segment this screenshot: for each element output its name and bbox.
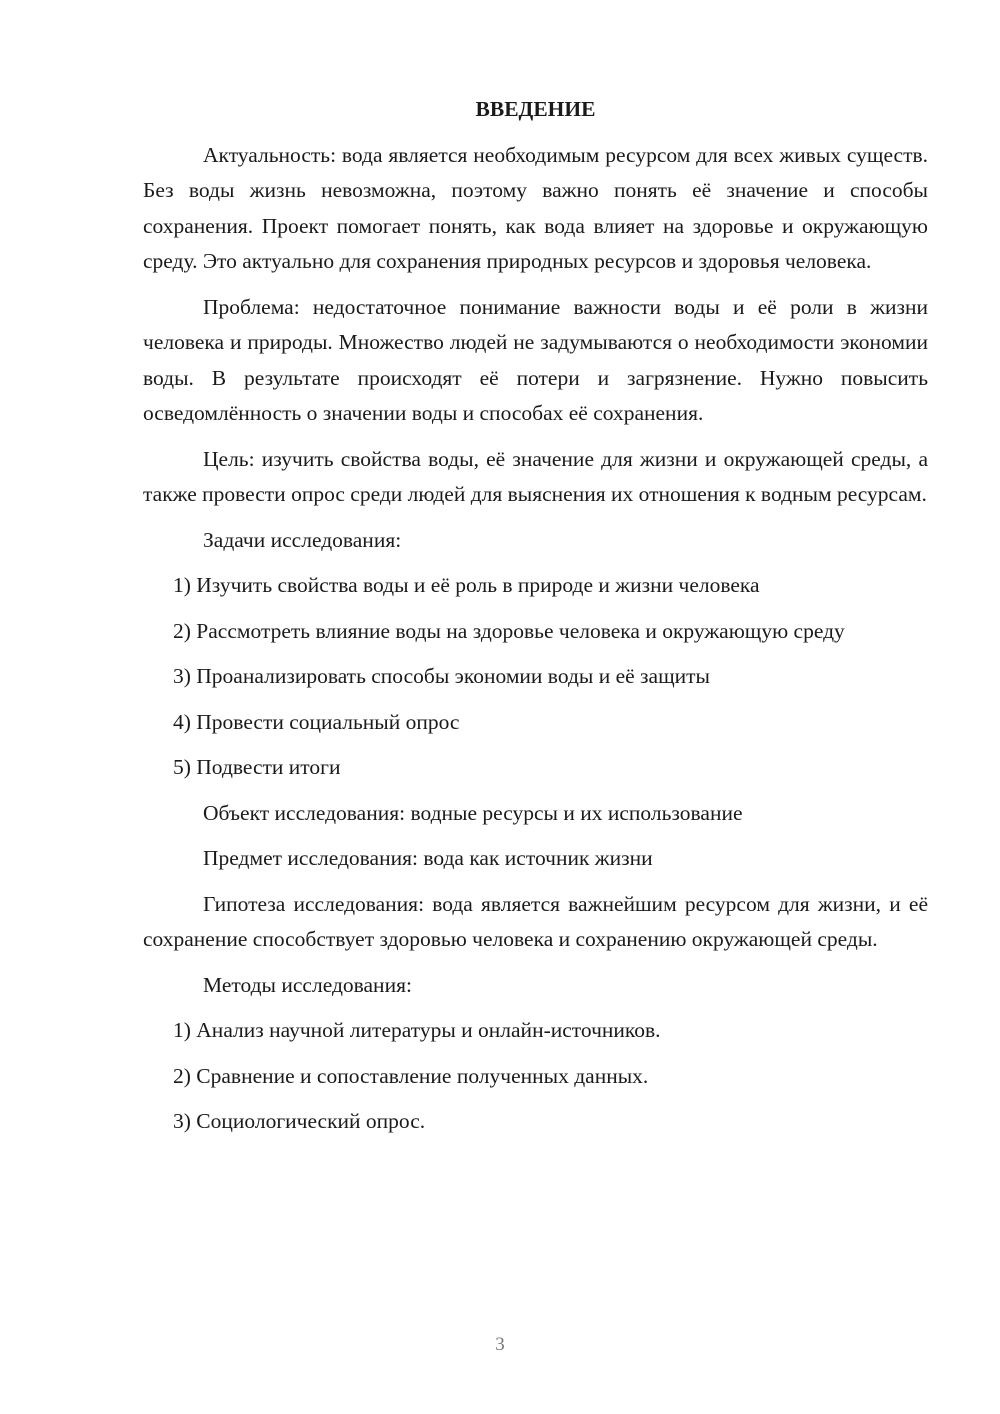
hypothesis-paragraph: Гипотеза исследования: вода является важнейшим ресурсом для жизни, и её сохранение способствует здоровью человека и сохранению окружающей среды. (143, 891, 928, 951)
page-content (143, 92, 928, 1150)
object-paragraph: Объект исследования: водные ресурсы и их использование (203, 800, 743, 825)
page-number: 3 (495, 1334, 505, 1355)
task-item: 5) Подвести итоги (173, 755, 341, 779)
goal-paragraph: Цель: изучить свойства воды, её значение для жизни и окружающей среды, а также провести опрос среди людей для выяснения их отношения к водным ресурсам. (143, 446, 928, 506)
tasks-heading: Задачи исследования: (203, 527, 402, 552)
section-title: ВВЕДЕНИЕ (475, 97, 596, 121)
methods-heading: Методы исследования: (203, 972, 412, 997)
subject-paragraph: Предмет исследования: вода как источник жизни (203, 846, 653, 870)
method-item: 3) Социологический опрос. (173, 1109, 426, 1133)
task-item: 4) Провести социальный опрос (173, 709, 460, 734)
task-item: 2) Рассмотреть влияние воды на здоровье человека и окружающую среду (173, 618, 845, 643)
task-item: 3) Проанализировать способы экономии воды и её защиты (173, 664, 710, 688)
relevance-paragraph: Актуальность: вода является необходимым ресурсом для всех живых существ. Без воды жизнь невозможна, поэтому важно понять её значение и способы сохранения. Проект помогает понять, как вода влияет на здоровье и окружающую среду. Это актуально для сохранения природных ресурсов и здоровья человека. (143, 142, 928, 273)
method-item: 2) Сравнение и сопоставление полученных данных. (173, 1063, 649, 1088)
task-item: 1) Изучить свойства воды и её роль в природе и жизни человека (173, 573, 760, 597)
problem-paragraph: Проблема: недостаточное понимание важности воды и её роли в жизни человека и природы. Множество людей не задумываются о необходимости экономии воды. В результате происходят её потери и загрязнение. Нужно повысить осведомлённость о значении воды и способах её сохранения. (143, 294, 928, 425)
method-item: 1) Анализ научной литературы и онлайн-источников. (173, 1018, 661, 1042)
